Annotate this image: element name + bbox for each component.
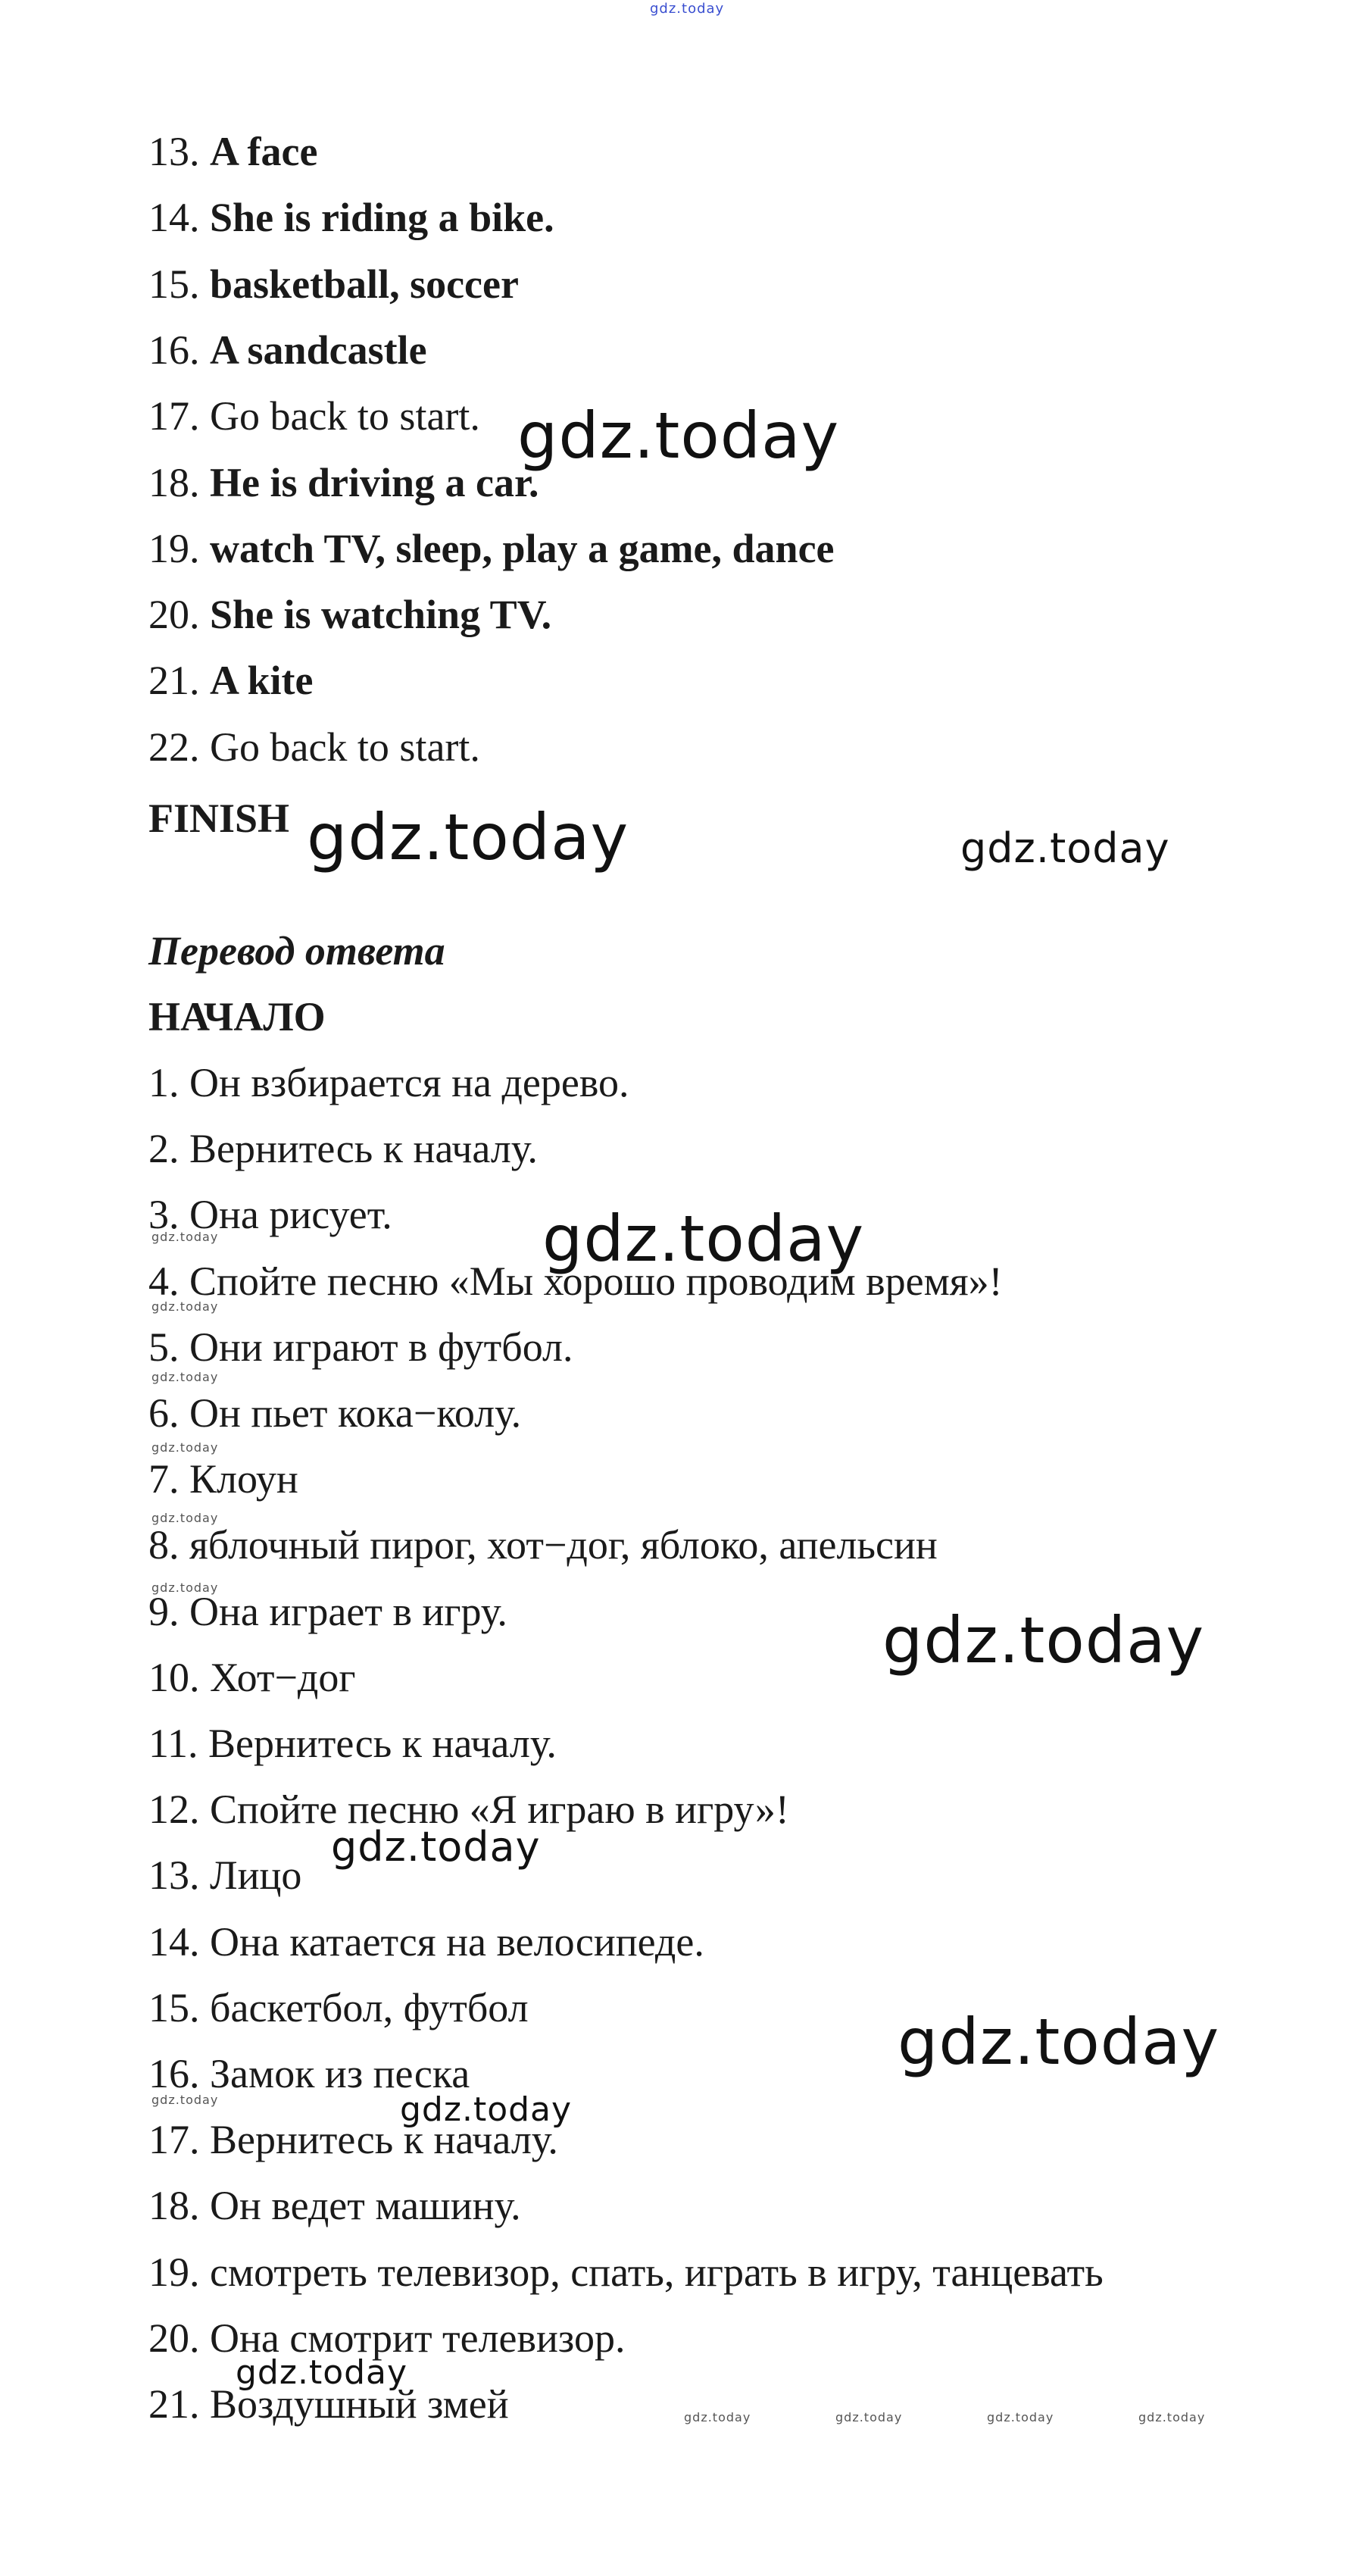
english-answer-item — [148, 391, 480, 441]
item-number: 4. — [148, 1258, 180, 1304]
item-text: яблочный пирог, хот−дог, яблоко, апельсин — [189, 1522, 938, 1568]
watermark-tiny: gdz.today — [987, 2410, 1054, 2424]
item-number: 15. — [148, 261, 200, 307]
watermark: gdz.today — [882, 1603, 1205, 1677]
item-number: 13. — [148, 1852, 200, 1898]
watermark-tiny: gdz.today — [151, 1299, 219, 1314]
item-text: watch TV, sleep, play a game, dance — [210, 526, 835, 571]
start-heading: НАЧАЛО — [148, 994, 326, 1039]
item-number: 10. — [148, 1655, 200, 1700]
item-text: Go back to start. — [210, 393, 480, 439]
russian-translation-item — [148, 1388, 521, 1438]
english-answer-item — [148, 192, 554, 242]
item-number: 12. — [148, 1787, 200, 1832]
item-text: Он пьет кока−колу. — [189, 1390, 522, 1436]
item-text: Вернитесь к началу. — [210, 2117, 558, 2162]
item-text: She is watching TV. — [210, 592, 552, 637]
watermark: gdz.today — [542, 1202, 865, 1276]
english-answer-item — [148, 127, 317, 177]
item-text: Она играет в игру. — [189, 1589, 507, 1634]
russian-translation-item — [148, 2247, 1104, 2297]
russian-translation-item — [148, 1520, 938, 1570]
item-text: Go back to start. — [210, 724, 480, 770]
english-answer-item — [148, 259, 519, 309]
item-number: 9. — [148, 1589, 180, 1634]
item-number: 20. — [148, 592, 200, 637]
item-text: Она рисует. — [189, 1192, 392, 1237]
item-text: He is driving a car. — [210, 460, 539, 505]
watermark-tiny: gdz.today — [151, 1440, 219, 1455]
item-text: Вернитесь к началу. — [208, 1721, 557, 1766]
item-number: 16. — [148, 2051, 200, 2096]
russian-translation-item — [148, 1652, 356, 1702]
watermark-tiny: gdz.today — [835, 2410, 903, 2424]
item-text: Он взбирается на дерево. — [189, 1060, 629, 1105]
finish-label: FINISH — [148, 796, 290, 841]
item-number: 8. — [148, 1522, 180, 1568]
item-text: Она смотрит телевизор. — [210, 2315, 626, 2361]
item-text: баскетбол, футбол — [210, 1985, 529, 2030]
item-number: 19. — [148, 526, 200, 571]
watermark: gdz.today — [236, 2353, 408, 2392]
english-answer-item — [148, 458, 539, 508]
watermark-tiny: gdz.today — [151, 1580, 219, 1595]
item-number: 16. — [148, 327, 200, 373]
watermark: gdz.today — [307, 800, 629, 874]
english-answer-item — [148, 325, 427, 375]
russian-translation-item — [148, 1917, 704, 1967]
watermark-tiny: gdz.today — [1138, 2410, 1206, 2424]
item-number: 21. — [148, 658, 200, 703]
watermark-top: gdz.today — [650, 1, 725, 17]
item-number: 2. — [148, 1126, 180, 1171]
item-number: 7. — [148, 1456, 180, 1502]
item-text: Вернитесь к началу. — [189, 1126, 538, 1171]
watermark-tiny: gdz.today — [151, 2093, 219, 2107]
item-text: basketball, soccer — [210, 261, 519, 307]
watermark-tiny: gdz.today — [151, 1511, 219, 1525]
russian-translation-item — [148, 1124, 538, 1174]
watermark-tiny: gdz.today — [151, 1230, 219, 1244]
english-answer-item — [148, 655, 314, 705]
russian-translation-item — [148, 1850, 301, 1900]
item-number: 11. — [148, 1721, 198, 1766]
item-text: She is riding a bike. — [210, 195, 554, 240]
item-number: 17. — [148, 2117, 200, 2162]
russian-translation-item — [148, 1322, 573, 1372]
translation-heading: Перевод ответа — [148, 928, 445, 974]
item-text: Они играют в футбол. — [189, 1324, 573, 1370]
item-text: A face — [210, 129, 318, 174]
russian-translation-item — [148, 1454, 298, 1504]
watermark: gdz.today — [331, 1823, 541, 1871]
item-number: 13. — [148, 129, 200, 174]
russian-translation-item — [148, 1983, 529, 2033]
item-text: Клоун — [189, 1456, 298, 1502]
item-text: смотреть телевизор, спать, играть в игру, танцевать — [210, 2249, 1104, 2295]
item-number: 18. — [148, 460, 200, 505]
watermark: gdz.today — [898, 2005, 1220, 2079]
item-text: Лицо — [210, 1852, 302, 1898]
item-text: A kite — [210, 658, 314, 703]
english-answer-item — [148, 722, 480, 772]
item-number: 15. — [148, 1985, 200, 2030]
russian-translation-item — [148, 1058, 629, 1108]
item-number: 20. — [148, 2315, 200, 2361]
item-number: 21. — [148, 2381, 200, 2427]
item-number: 17. — [148, 393, 200, 439]
item-text: Воздушный змей — [210, 2381, 509, 2427]
item-text: Он ведет машину. — [210, 2183, 521, 2228]
watermark-tiny: gdz.today — [151, 1370, 219, 1384]
english-answer-item — [148, 524, 835, 574]
item-text: Она катается на велосипеде. — [210, 1919, 704, 1965]
english-answer-item — [148, 589, 551, 639]
item-number: 1. — [148, 1060, 180, 1105]
item-number: 14. — [148, 1919, 200, 1965]
item-number: 19. — [148, 2249, 200, 2295]
item-text: Спойте песню «Я играю в игру»! — [210, 1787, 789, 1832]
russian-translation-item — [148, 1718, 557, 1768]
item-number: 22. — [148, 724, 200, 770]
item-number: 18. — [148, 2183, 200, 2228]
item-text: A sandcastle — [210, 327, 427, 373]
item-text: Хот−дог — [210, 1655, 356, 1700]
item-number: 14. — [148, 195, 200, 240]
item-text: Замок из песка — [210, 2051, 470, 2096]
watermark: gdz.today — [960, 824, 1170, 872]
watermark: gdz.today — [400, 2090, 573, 2129]
item-number: 5. — [148, 1324, 180, 1370]
watermark: gdz.today — [517, 399, 840, 473]
item-number: 6. — [148, 1390, 180, 1436]
watermark-tiny: gdz.today — [684, 2410, 751, 2424]
russian-translation-item — [148, 2181, 521, 2231]
item-number: 3. — [148, 1192, 180, 1237]
item-text: Спойте песню «Мы хорошо проводим время»! — [189, 1258, 1003, 1304]
